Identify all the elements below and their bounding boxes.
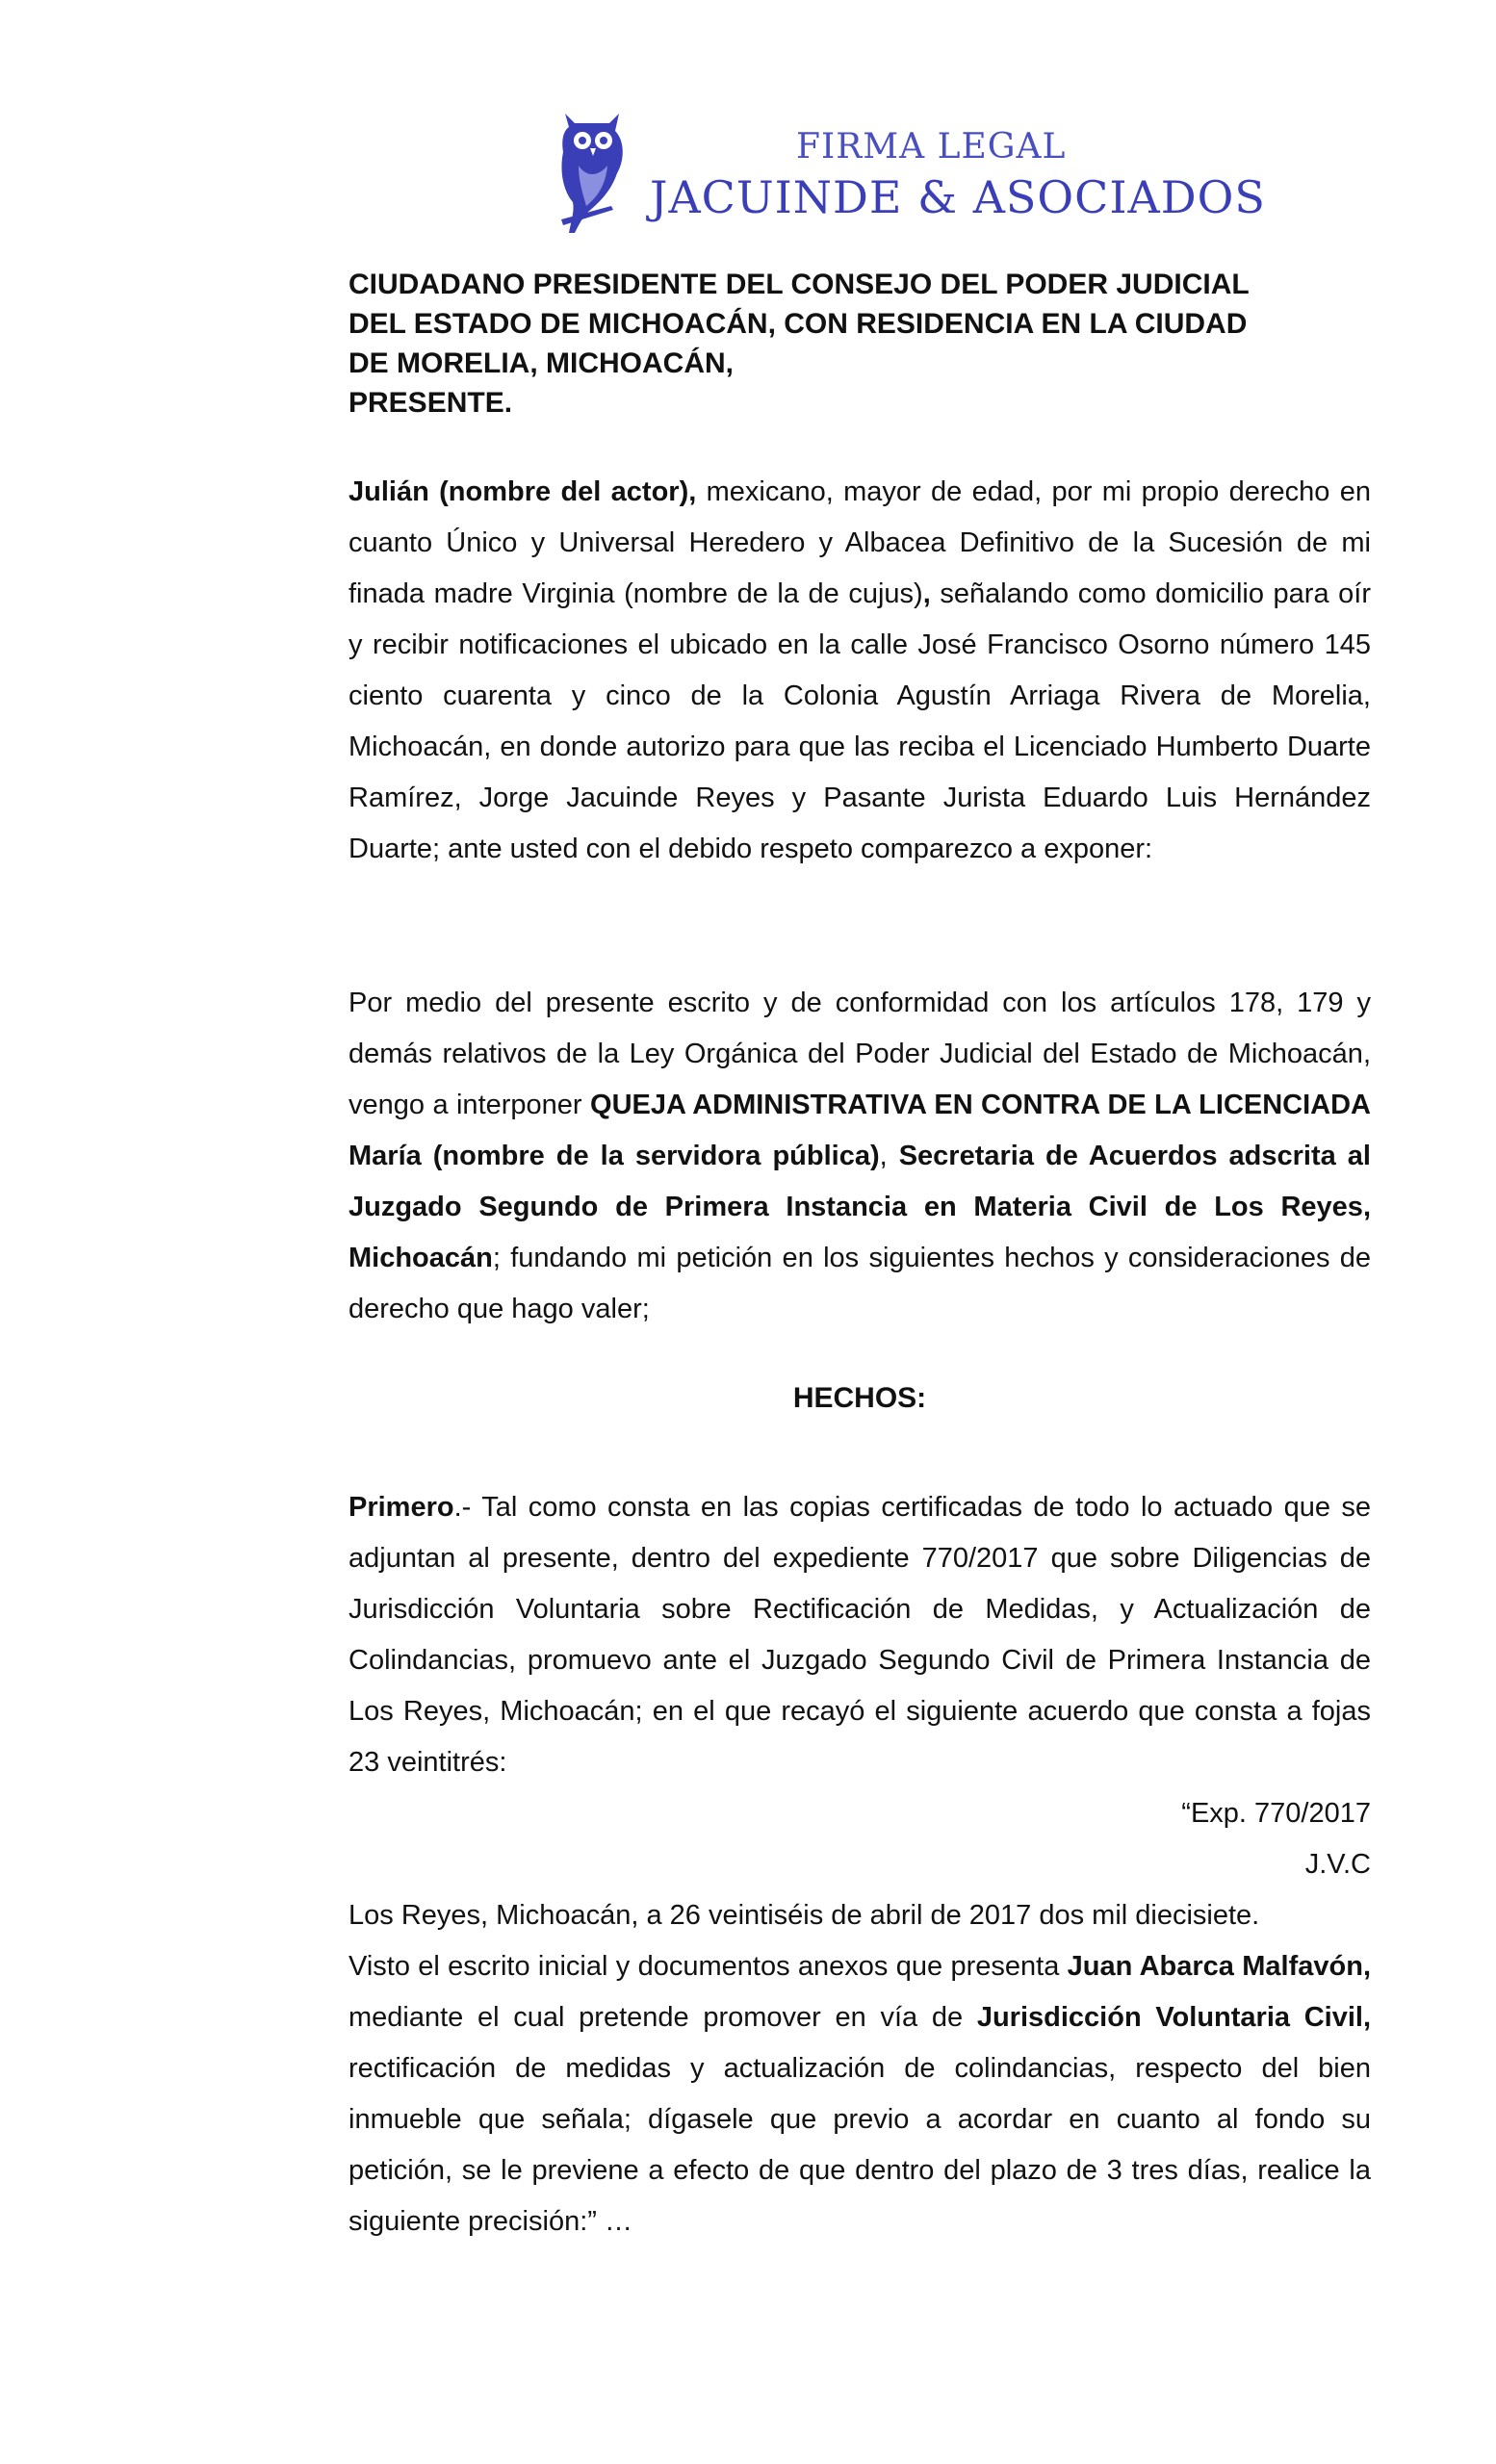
complaint-bold: QUEJA ADMINISTRATIVA EN CONTRA DE LA LICENCIADA María (nombre de la servidora pública): [348, 1090, 1371, 1171]
quote-text: mediante el cual pretende promover en vía de: [348, 2002, 977, 2033]
addressee-header: [348, 265, 1371, 423]
intro-text: señalando como domicilio para oír y recibir notificaciones el ubicado en la calle José Francisco Osorno número 145 ciento cuarenta y cinco de la Colonia Agustín Arriaga Rivera de Morelia, Michoacán, en donde autorizo para que las reciba el Licenciado Humberto Duarte Ramírez, Jorge Jacuinde Reyes y Pasante Jurista Eduardo Luis Hernández Duarte; ante usted con el debido respeto comparezco a exponer:: [348, 578, 1371, 864]
complaint-text: Por medio del presente escrito y de conformidad con los artículos 178, 179 y demás relativos de la Ley Orgánica del Poder Judicial del Estado de Michoacán, vengo a interponer: [348, 988, 1371, 1120]
logo-subtitle: FIRMA LEGAL: [796, 127, 1067, 167]
quote-date-line: Los Reyes, Michoacán, a 26 veintiséis de abril de 2017 dos mil diecisiete.: [348, 1900, 1260, 1931]
bold-comma: ,: [922, 578, 931, 609]
logo-title: JACUINDE & ASOCIADOS: [650, 171, 1266, 223]
owl-icon: [554, 106, 631, 237]
complaint-text: ; fundando mi petición en los siguientes hechos y consideraciones de derecho que hago valer;: [348, 1243, 1371, 1324]
firm-logo: [554, 106, 1266, 241]
section-title-hechos: HECHOS:: [792, 1382, 927, 1414]
header-line: CIUDADANO PRESIDENTE DEL CONSEJO DEL PODER JUDICIAL: [348, 269, 1250, 300]
header-line: PRESENTE.: [348, 387, 513, 419]
fact-label: Primero: [348, 1492, 454, 1523]
quote-text: rectificación de medidas y actualización de colindancias, respecto del bien inmueble que señala; dígasele que previo a acordar en cuanto al fondo su petición, se le previene a efecto de que dentro del plazo de 3 tres días, realice la siguiente precisión:” …: [348, 2053, 1371, 2237]
quote-text: Visto el escrito inicial y documentos anexos que presenta: [348, 1951, 1068, 1982]
complaint-text: ,: [879, 1141, 899, 1171]
quote-expediente: “Exp. 770/2017: [1181, 1798, 1371, 1829]
complaint-bold: Secretaria de Acuerdos adscrita al Juzgado Segundo de Primera Instancia en Materia Civil de Los Reyes, Michoacán: [348, 1141, 1371, 1273]
header-line: DE MORELIA, MICHOACÁN,: [348, 347, 734, 379]
quote-bold: Jurisdicción Voluntaria Civil,: [976, 2002, 1371, 2033]
fact-text: .- Tal como consta en las copias certificadas de todo lo actuado que se adjuntan al presente, dentro del expediente 770/2017 que sobre Diligencias de Jurisdicción Voluntaria sobre Rectificación de Medidas, y Actualización de Colindancias, promuevo ante el Juzgado Segundo Civil de Primera Instancia de Los Reyes, Michoacán; en el que recayó el siguiente acuerdo que consta a fojas 23 veintitrés:: [348, 1492, 1371, 1778]
quote-body: [348, 1941, 1371, 2247]
quote-bold: Juan Abarca Malfavón,: [1067, 1951, 1372, 1982]
quote-jvc: J.V.C: [1304, 1849, 1371, 1880]
complaint-paragraph: [348, 978, 1371, 1335]
fact-one-paragraph: [348, 1482, 1371, 1788]
intro-paragraph: [348, 467, 1371, 875]
intro-text: mexicano, mayor de edad, por mi propio derecho en cuanto Único y Universal Heredero y Albacea Definitivo de la Sucesión de mi finada madre Virginia (nombre de la de cujus): [348, 476, 1371, 609]
header-line: DEL ESTADO DE MICHOACÁN, CON RESIDENCIA EN LA CIUDAD: [348, 308, 1248, 340]
actor-name: Julián (nombre del actor),: [348, 476, 697, 507]
